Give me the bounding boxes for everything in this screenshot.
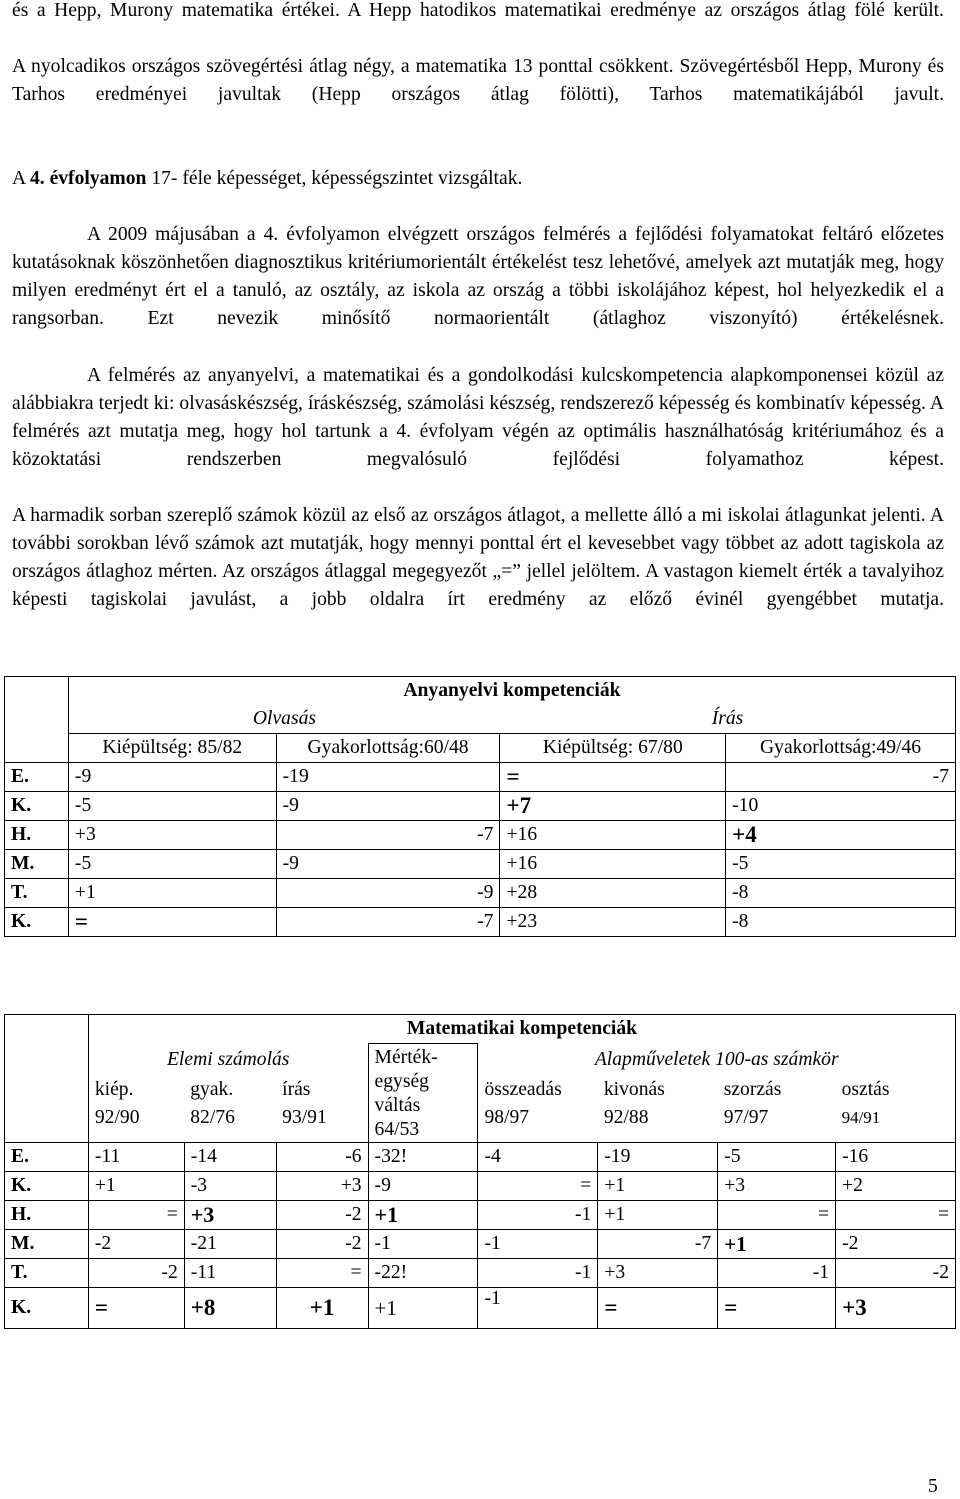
table2-cell: -11 [184, 1259, 276, 1288]
h-label: írás [282, 1078, 311, 1100]
table2-cell: +1 [598, 1201, 718, 1230]
table1-cell: +1 [68, 879, 276, 908]
table1-cell: -9 [276, 792, 500, 821]
table2-cell: = [718, 1288, 836, 1329]
paragraph-3-c: 17- féle képességet, képességszintet vizsgáltak. [146, 168, 523, 189]
h-value: 92/90 [94, 1106, 140, 1128]
table2-cell: -21 [184, 1230, 276, 1259]
table2-cell: +1 [368, 1201, 478, 1230]
table2-cell: +1 [718, 1230, 836, 1259]
table2-cell: -16 [836, 1143, 956, 1172]
table1-cell: -5 [68, 792, 276, 821]
table2-cell: -32! [368, 1143, 478, 1172]
table2-cell: = [88, 1288, 184, 1329]
paragraph-4: A 2009 májusában a 4. évfolyamon elvégzett országos felmérés a fejlődési folyamatokat feltáró előzetes kutatásoknak köszönhetően diagnosztikus kritériumorientált értékelést tesz lehetővé, amelyek azt mutatják meg, hogy milyen eredményt ért el a tanuló, az osztály, az iskola az ország a többi iskolájához képest, hol helyezkedik el a rangsorban. Ezt nevezik minősítő normaorientált (átlaghoz viszonyító) értékelésnek. [12, 224, 944, 329]
h-label: kiép. [94, 1078, 134, 1100]
paragraph-3 [12, 165, 944, 193]
table2-header-gyak [184, 1076, 276, 1143]
table2-cell: +2 [836, 1172, 956, 1201]
page-number: 5 [928, 1476, 938, 1497]
mertek-line3: váltás [374, 1095, 421, 1116]
table1-header: Gyakorlottság:60/48 [276, 734, 500, 763]
table2-cell: -7 [598, 1230, 718, 1259]
paragraph-6: A harmadik sorban szereplő számok közül az első az országos átlagot, a mellette álló a mi iskolai átlagunkat jelenti. A további sorokban lévő számok azt mutatják, hogy mennyi ponttal ért el kevesebbet vagy többet az adott tagiskola az országos átlaghoz mérten. Az országos átlaggal megegyezőt „=” jellel jelöltem. A vastagon kiemelt érték a tavalyihoz képesti tagiskolai javulást, a jobb oldalra írt eredmény az előző évinél gyengébbet mutatja. [12, 505, 944, 610]
table2-cell: +8 [184, 1288, 276, 1329]
table1-row-label: K. [5, 792, 69, 821]
table2-cell: +1 [88, 1172, 184, 1201]
table1-header: Kiépültség: 85/82 [68, 734, 276, 763]
table1-cell: = [500, 763, 726, 792]
table2-cell: +1 [276, 1288, 368, 1329]
table2-cell: -1 [478, 1201, 598, 1230]
table2-row-label: K. [5, 1172, 89, 1201]
table2-cell: -19 [598, 1143, 718, 1172]
table2-cell: -2 [836, 1230, 956, 1259]
h-label: osztás [841, 1078, 890, 1100]
table1-cell: +16 [500, 850, 726, 879]
table2-cell: = [836, 1201, 956, 1230]
mertek-line1: Mérték- [374, 1047, 438, 1068]
table2-cell: -1 [478, 1259, 598, 1288]
table2-cell: -1 [368, 1230, 478, 1259]
table1-cell: +23 [500, 908, 726, 937]
table1-cell: -7 [726, 763, 956, 792]
table2-title: Matematikai kompetenciák [88, 1015, 955, 1044]
table1-cell: -9 [68, 763, 276, 792]
table1-row-label: M. [5, 850, 69, 879]
table2-cell: -1 [718, 1259, 836, 1288]
table1-cell: -7 [276, 821, 500, 850]
table2-header-osztas [836, 1076, 956, 1143]
table1-cell: +4 [726, 821, 956, 850]
paragraph-1: és a Hepp, Murony matematika értékei. A Hepp hatodikos matematikai eredménye az országos átlag fölé került. [12, 0, 944, 21]
table1-cell: -5 [68, 850, 276, 879]
table2-cell: -3 [184, 1172, 276, 1201]
table2-header-kiep [88, 1076, 184, 1143]
table2-row-label: M. [5, 1230, 89, 1259]
table2-group-alapmuveletek: Alapműveletek 100-as számkör [478, 1044, 956, 1076]
table1-cell: -8 [726, 908, 956, 937]
table2-cell: +3 [598, 1259, 718, 1288]
table2-row-label: E. [5, 1143, 89, 1172]
table2-header-iras [276, 1076, 368, 1143]
h-value: 94/91 [841, 1107, 881, 1127]
table2-header-osszeadas [478, 1076, 598, 1143]
paragraph-3-a: A [12, 168, 30, 189]
table2-cell: -4 [478, 1143, 598, 1172]
table2-cell: -2 [88, 1230, 184, 1259]
table1-cell: +7 [500, 792, 726, 821]
table2-cell: = [718, 1201, 836, 1230]
table2-cell: +3 [276, 1172, 368, 1201]
table1-cell: -9 [276, 850, 500, 879]
paragraph-5: A felmérés az anyanyelvi, a matematikai és a gondolkodási kulcskompetencia alapkomponensei közül az alábbiakra terjedt ki: olvasáskészség, íráskészség, számolási készség, rendszerező képesség és kombinatív képesség. A felmérés azt mutatja meg, hogy hol tartunk a 4. évfolyam végén az optimális használhatóság kritériumához és a közoktatási rendszerben megvalósuló fejlődési folyamathoz képest. [12, 365, 944, 470]
mertek-line2: egység [374, 1071, 429, 1092]
table2-cell: -11 [88, 1143, 184, 1172]
table2-cell: +3 [184, 1201, 276, 1230]
table2-header-szorzas [718, 1076, 836, 1143]
table2-header-kivonas [598, 1076, 718, 1143]
table2-row-label: T. [5, 1259, 89, 1288]
matematikai-table [4, 1014, 956, 1329]
table2-cell: -5 [718, 1143, 836, 1172]
h-label: gyak. [190, 1078, 234, 1100]
h-value: 82/76 [190, 1106, 235, 1128]
h-label: kivonás [603, 1078, 665, 1100]
h-value: 98/97 [484, 1106, 530, 1128]
table2-cell: -2 [836, 1259, 956, 1288]
table2-cell: -22! [368, 1259, 478, 1288]
table2-cell: -14 [184, 1143, 276, 1172]
table1-cell: -10 [726, 792, 956, 821]
table2-cell: -1 [478, 1288, 598, 1329]
table1-cell: -9 [276, 879, 500, 908]
table1-header: Kiépültség: 67/80 [500, 734, 726, 763]
paragraph-3-bold: 4. évfolyamon [29, 168, 147, 189]
table1-header: Gyakorlottság:49/46 [726, 734, 956, 763]
table1-cell: -8 [726, 879, 956, 908]
table2-cell: = [276, 1259, 368, 1288]
table2-cell: -1 [478, 1230, 598, 1259]
table2-cell: = [88, 1201, 184, 1230]
table2-cell: -9 [368, 1172, 478, 1201]
table1-cell: +3 [68, 821, 276, 850]
table2-cell: -2 [276, 1230, 368, 1259]
paragraph-2: A nyolcadikos országos szövegértési átlag négy, a matematika 13 ponttal csökkent. Szövegértésből Hepp, Murony és Tarhos eredményei javultak (Hepp országos átlag fölötti), Tarhos matematikájából javult. [12, 56, 944, 105]
h-label: szorzás [723, 1078, 782, 1100]
h-label: összeadás [484, 1078, 562, 1100]
table2-group-elemi: Elemi számolás [88, 1044, 368, 1076]
h-value: 97/97 [723, 1106, 769, 1128]
table2-cell: = [598, 1288, 718, 1329]
table1-row-label: H. [5, 821, 69, 850]
table1-row-label: K. [5, 908, 69, 937]
mertek-line4: 64/53 [374, 1119, 420, 1140]
h-value: 93/91 [282, 1106, 327, 1128]
anyanyelvi-table [4, 676, 956, 937]
table1-row-label: T. [5, 879, 69, 908]
table1-cell: -19 [276, 763, 500, 792]
table2-row-label: H. [5, 1201, 89, 1230]
table1-cell: -7 [276, 908, 500, 937]
table2-cell: = [478, 1172, 598, 1201]
table2-cell: +3 [836, 1288, 956, 1329]
table2-cell: +3 [718, 1172, 836, 1201]
table2-row-label: K. [5, 1288, 89, 1329]
table1-cell: -5 [726, 850, 956, 879]
table2-cell: -6 [276, 1143, 368, 1172]
table2-cell: +1 [598, 1172, 718, 1201]
table1-group-olvasas: Olvasás [68, 705, 500, 734]
table1-cell: +28 [500, 879, 726, 908]
table1-title: Anyanyelvi kompetenciák [68, 677, 955, 706]
table2-cell: +1 [368, 1288, 478, 1329]
table2-cell: -2 [276, 1201, 368, 1230]
table1-group-iras: Írás [500, 705, 956, 734]
table1-cell: = [68, 908, 276, 937]
h-value: 92/88 [603, 1106, 649, 1128]
table1-cell: +16 [500, 821, 726, 850]
table2-group-mertekegyseg [368, 1044, 478, 1143]
table2-cell: -2 [88, 1259, 184, 1288]
table1-row-label: E. [5, 763, 69, 792]
